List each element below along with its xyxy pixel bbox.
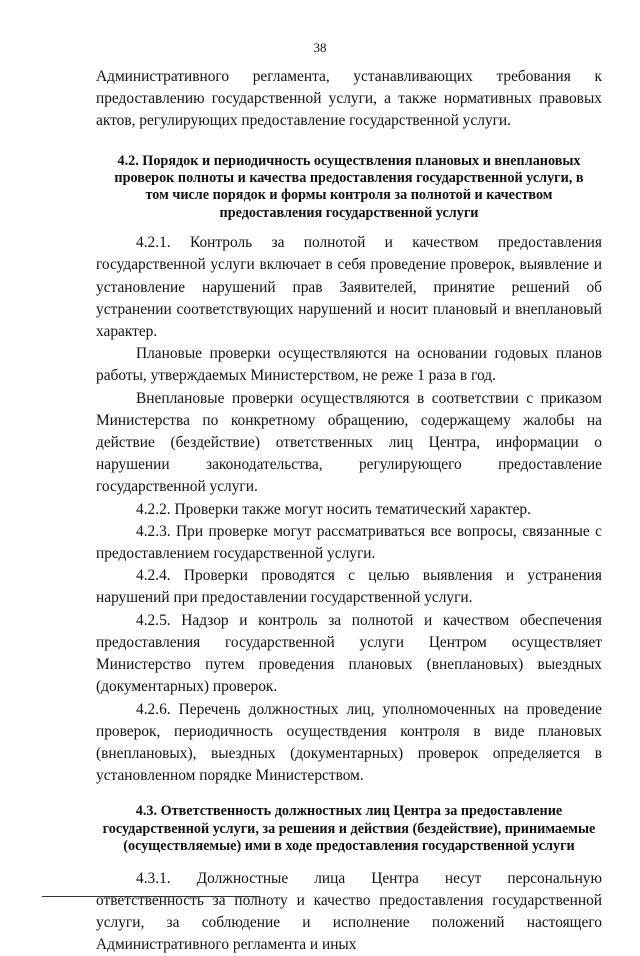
paragraph-4-2-3: 4.2.3. При проверке могут рассматриваться все вопросы, связанные с предоставлением государственной услуги. [96,522,602,563]
paragraph-4-2-4: 4.2.4. Проверки проводятся с целью выявления и устранения нарушений при предоставлении государственной услуги. [96,567,602,607]
paragraph-4-3-1: 4.3.1. Должностные лица Центра несут персональную ответственность за полноту и качество предоставления государственной услуги, за соблюдение и исполнение положений настоящего Административного регламента и иных [96,869,602,954]
paragraph-4-2-5: 4.2.5. Надзор и контроль за полнотой и качеством обеспечения предоставления государственной услуги Центром осуществляет Министерство путем проведения плановых (внеплановых) выездных (документарных) проверок. [96,611,602,696]
page-content [96,66,602,956]
paragraph-4-2-1: 4.2.1. Контроль за полнотой и качеством предоставления государственной услуги включает в себя проведение проверок, выявление и установление нарушений прав Заявителей, принятие решений об устранении соответствующих нарушений и носит плановый и внеплановый характер. [96,234,602,341]
paragraph-4-2-6: 4.2.6. Перечень должностных лиц, уполномоченных на проведение проверок, периодичность осуществдения контроля в виде плановых (внеплановых), выездных (документарных) проверок определяется в установленном порядке Министерством. [96,700,602,785]
section-4-3-heading: 4.3. Ответственность должностных лиц Центра за предоставление государственной услуги, за решения и действия (бездействие), принимаемые (осуществляемые) ими в ходе предоставления государственной услуги [102,803,596,855]
section-4-2-heading: 4.2. Порядок и периодичность осуществления плановых и внеплановых проверок полноты и качества предоставления государственной услуги, в том числе порядок и формы контроля за полнотой и качеством предоставления государственной услуги [114,152,584,221]
paragraph-planned-checks: Плановые проверки осуществляются на основании годовых планов работы, утверждаемых Министерством, не реже 1 раза в год. [96,345,602,385]
intro-paragraph: Административного регламента, устанавливающих требования к предоставлению государственной услуги, а также нормативных правовых актов, регулирующих предоставление государственной услуги. [96,68,602,130]
page-number: 38 [313,40,327,55]
paragraph-4-2-2: 4.2.2. Проверки также могут носить тематический характер. [136,500,531,518]
paragraph-unplanned-checks: Внеплановые проверки осуществляются в соответствии с приказом Министерства по конкретному обращению, содержащему жалобы на действие (бездействие) ответственных лиц Центра, информации о нарушении законодательства, регулирующего предоставление государственной услуги. [96,389,602,496]
footer-rule [42,896,260,897]
